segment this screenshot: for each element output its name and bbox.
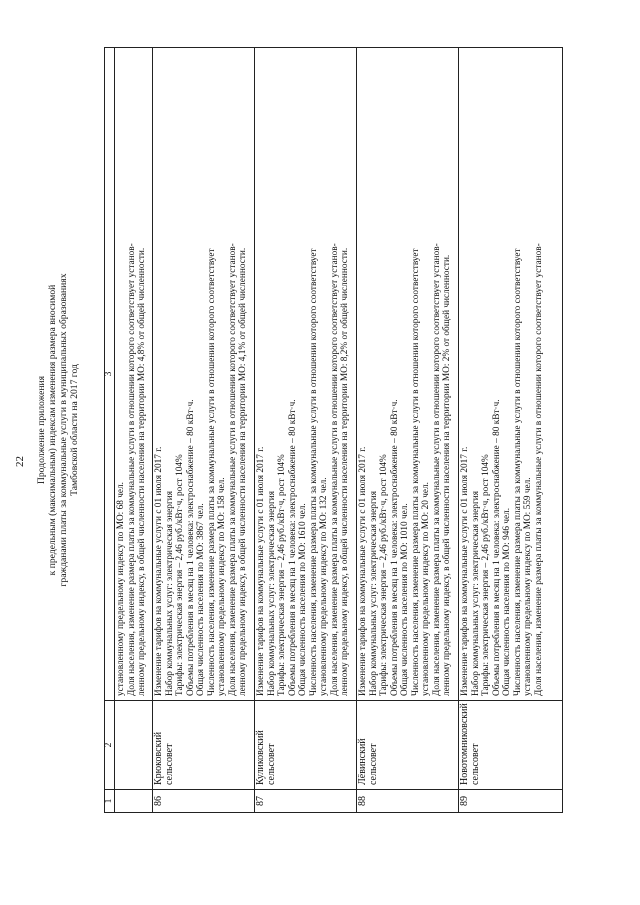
- details-line: Доля населения, изменение размера платы за коммунальные услуги в отношении которого соответствует установ-: [227, 243, 238, 696]
- details-line: установленному предельному индексу по МО: 20 чел.: [421, 482, 431, 696]
- details-line: Общая численность населения по МО: 946 чел.: [502, 507, 512, 696]
- details-cell: [255, 48, 357, 701]
- details-line: Изменение тарифов на коммунальные услуги с 01 июля 2017 г.: [358, 446, 368, 696]
- details-line: ленному предельному индексу, в общей численности населения на территории МО: 4,8% от общей численности.: [137, 247, 147, 696]
- details-line: ленному предельному индексу, в общей численности населения на территории МО: 4,1% от общей численности.: [238, 247, 248, 696]
- details-line: Доля населения, изменение размера платы за коммунальные услуги в отношении которого соответствует установ-: [329, 243, 340, 696]
- details-line: установленному предельному индексу по МО: 68 чел.: [116, 482, 126, 696]
- table-header-row: [105, 48, 115, 813]
- table-row: [153, 48, 255, 813]
- details-line: Тарифы: электрическая энергия – 2,46 руб./кВт·ч, рост 104%: [277, 454, 287, 696]
- row-number: 89: [459, 790, 563, 813]
- details-line: Общая численность населения по МО: 3867 чел.: [196, 503, 206, 696]
- details-line: Общая численность населения по МО: 1610 чел.: [298, 503, 308, 696]
- details-line: Изменение тарифов на коммунальные услуги с 01 июля 2017 г.: [154, 446, 164, 696]
- details-line: Объемы потребления в месяц на 1 человека: электроснабжение – 80 кВт·ч.: [185, 399, 196, 696]
- details-line: Численность населения, изменение размера платы за коммунальные услуги в отношении которого соответствует: [206, 248, 217, 696]
- details-line: Изменение тарифов на коммунальные услуги с 01 июля 2017 г.: [256, 446, 266, 696]
- details-line: Доля населения, изменение размера платы за коммунальные услуги в отношении которого соответствует установ-: [431, 243, 442, 696]
- details-line: ленному предельному индексу, в общей численности населения на территории МО: 8,2% от общей численности.: [340, 247, 350, 696]
- municipality-name: Лёвинский сельсовет: [357, 701, 459, 790]
- municipality-name: Куликовский сельсовет: [255, 701, 357, 790]
- header-line-3: гражданами платы за коммунальные услуги в муниципальных образованиях: [58, 273, 69, 587]
- details-cell: [357, 48, 459, 701]
- tariff-table: [104, 47, 563, 813]
- row-number: 88: [357, 790, 459, 813]
- details-line: Тарифы: электрическая энергия – 2,46 руб./кВт·ч, рост 104%: [175, 454, 185, 696]
- details-line: Объемы потребления в месяц на 1 человека: электроснабжение – 80 кВт·ч.: [287, 399, 298, 696]
- header-line-1: Продолжение приложения: [36, 375, 47, 485]
- municipality-name-cell: [115, 701, 153, 790]
- table-row: [459, 48, 563, 813]
- table-row: [357, 48, 459, 813]
- details-line: Численность населения, изменение размера платы за коммунальные услуги в отношении которого соответствует: [410, 248, 421, 696]
- row-number-cell: [115, 790, 153, 813]
- details-line: установленному предельному индексу по МО: 132 чел.: [319, 477, 329, 696]
- header-line-2: к предельным (максимальным) индексам изменения размера вносимой: [47, 284, 58, 576]
- details-line: Набор коммунальных услуг: электрическая энергия: [368, 490, 379, 696]
- details-cell: [115, 48, 153, 701]
- details-line: Набор коммунальных услуг: электрическая энергия: [470, 490, 481, 696]
- details-cell: [153, 48, 255, 701]
- col-header-1: 1: [105, 790, 115, 813]
- details-line: Численность населения, изменение размера платы за коммунальные услуги в отношении которого соответствует: [308, 248, 319, 696]
- details-line: Доля населения, изменение размера платы за коммунальные услуги в отношении которого соответствует установ-: [126, 243, 137, 696]
- table-row: [255, 48, 357, 813]
- page-number: 22: [14, 456, 26, 467]
- details-line: Доля населения, изменение размера платы за коммунальные услуги в отношении которого соответствует установ-: [533, 243, 544, 696]
- col-header-3: 3: [105, 48, 115, 701]
- row-number: 86: [153, 790, 255, 813]
- header-line-4: Тамбовской области на 2017 год: [69, 364, 80, 496]
- details-cell: [459, 48, 563, 701]
- details-line: Тарифы: электрическая энергия – 2,46 руб./кВт·ч, рост 104%: [481, 454, 491, 696]
- details-line: Общая численность населения по МО: 1010 чел.: [400, 503, 410, 696]
- details-line: ленному предельному индексу, в общей численности населения на территории МО: 2% от общей численности.: [442, 254, 452, 696]
- details-line: Изменение тарифов на коммунальные услуги с 01 июля 2017 г.: [460, 446, 470, 696]
- details-line: установленному предельному индексу по МО: 559 чел.: [523, 477, 533, 696]
- details-line: Набор коммунальных услуг: электрическая энергия: [164, 490, 175, 696]
- municipality-name: Крюковский сельсовет: [153, 701, 255, 790]
- row-number: 87: [255, 790, 357, 813]
- details-line: установленному предельному индексу по МО: 158 чел.: [217, 477, 227, 696]
- details-line: Объемы потребления в месяц на 1 человека: электроснабжение – 80 кВт·ч.: [491, 399, 502, 696]
- municipality-name: Новотомниковский сельсовет: [459, 701, 563, 790]
- details-line: Численность населения, изменение размера платы за коммунальные услуги в отношении которого соответствует: [512, 248, 523, 696]
- table-row-continuation: [115, 48, 153, 813]
- details-line: Набор коммунальных услуг: электрическая энергия: [266, 490, 277, 696]
- details-line: Объемы потребления в месяц на 1 человека: электроснабжение – 80 кВт·ч.: [389, 399, 400, 696]
- col-header-2: 2: [105, 701, 115, 790]
- details-line: Тарифы: электрическая энергия – 2,46 руб./кВт·ч, рост 104%: [379, 454, 389, 696]
